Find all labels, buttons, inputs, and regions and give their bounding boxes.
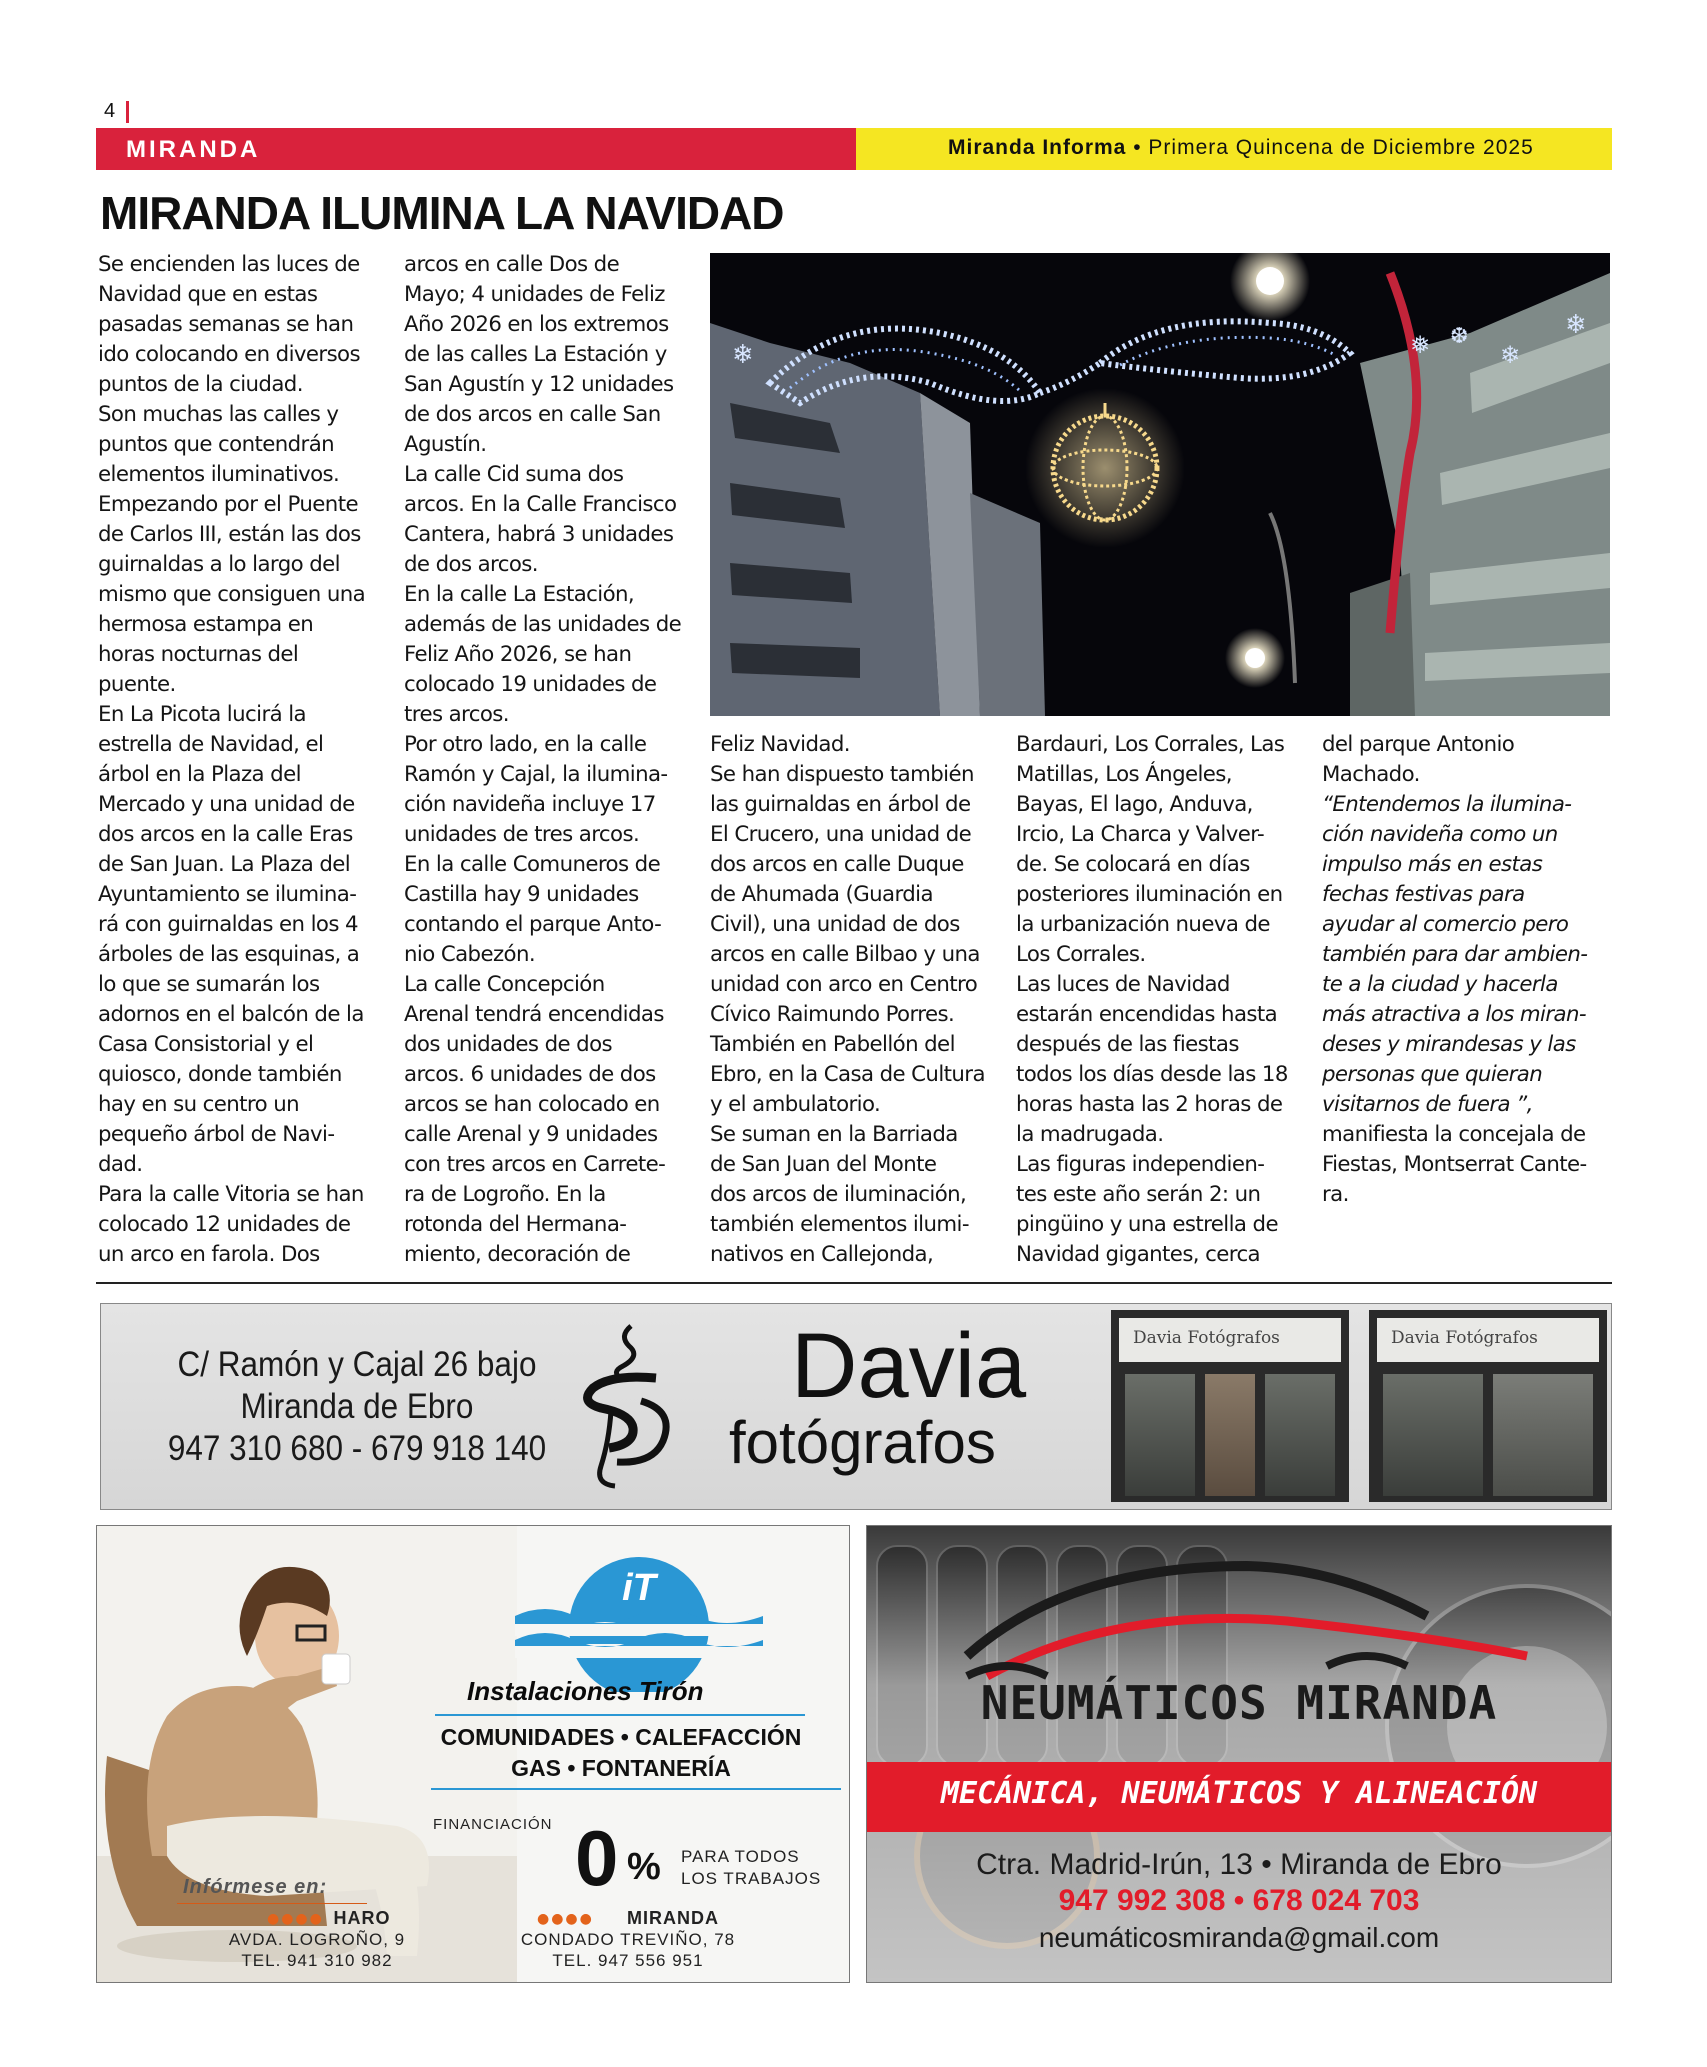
davia-phones: 947 310 680 - 679 918 140 (167, 1429, 547, 1468)
article-column-4 (1016, 730, 1306, 1270)
ad-davia-fotografos[interactable] (100, 1303, 1612, 1510)
financing-percent: % (627, 1846, 661, 1888)
neumaticos-brand-name: NEUMÁTICOS MIRANDA (980, 1676, 1498, 1730)
paragraph: Las luces de Navidad estarán encendidas hasta después de las fiestas todos los días desde las 18 horas hasta las 2 horas de la madrugada. (1016, 972, 1288, 1147)
office-city: MIRANDA (627, 1908, 719, 1928)
svg-text:❅: ❅ (1410, 331, 1431, 359)
article-column-5 (1322, 730, 1612, 1210)
paragraph: del parque Antonio Machado. (1322, 732, 1515, 787)
paragraph: Se encienden las luces de Navidad que en estas pasadas semanas se han ido colocando en diversos puntos de la ciudad. (98, 252, 360, 397)
tiron-services (431, 1722, 811, 1784)
svg-text:❄: ❄ (1565, 310, 1587, 340)
davia-address (159, 1344, 555, 1470)
shop-sign: Davia Fotógrafos (1377, 1318, 1599, 1362)
shop-sign: Davia Fotógrafos (1119, 1318, 1341, 1362)
shop-door (1205, 1374, 1255, 1496)
paragraph: Empezando por el Puente de Carlos III, están las dos guirnaldas a lo largo del mismo que consiguen una hermosa estampa en horas nocturnas del puente. (98, 492, 366, 697)
davia-brand-subtitle: fotógrafos (729, 1409, 996, 1476)
davia-logo-icon (571, 1316, 681, 1496)
paragraph: En la calle La Estación, además de las unidades de Feliz Año 2026, se han colocado 19 unidades de tres arcos. (404, 582, 682, 727)
info-underline (177, 1903, 367, 1904)
ad-neumaticos-miranda[interactable] (866, 1525, 1612, 1983)
neumaticos-address: Ctra. Madrid-Irún, 13 • Miranda de Ebro (976, 1848, 1502, 1881)
article-column-1 (98, 250, 388, 1270)
tiron-services-underline (431, 1788, 841, 1790)
office-miranda (503, 1908, 753, 1971)
ad-instalaciones-tiron[interactable] (96, 1525, 850, 1983)
financing-label: FINANCIACIÓN (433, 1816, 553, 1833)
article-column-3 (710, 730, 1000, 1270)
neumaticos-services: MECÁNICA, NEUMÁTICOS Y ALINEACIÓN (940, 1776, 1538, 1811)
financing-note-line: LOS TRABAJOS (681, 1869, 822, 1888)
paragraph: arcos en calle Dos de Mayo; 4 unidades de Feliz Año 2026 en los extremos de las calles La Estación y San Agustín y 12 unidades de dos arcos en calle San Agustín. (404, 252, 674, 457)
bullet-dots-icon: ●●●● (267, 1911, 324, 1927)
davia-shopfront-photo (1369, 1310, 1607, 1502)
article-rule (96, 1282, 1612, 1284)
publication-name: Miranda Informa (948, 136, 1127, 159)
office-city: HARO (333, 1908, 391, 1928)
header-separator: • (1133, 136, 1142, 159)
page-number-divider (126, 101, 129, 123)
office-phone: TEL. 941 310 982 (241, 1951, 393, 1970)
christmas-lights-photo-art (710, 253, 1610, 716)
davia-city: Miranda de Ebro (240, 1387, 474, 1426)
svg-text:❄: ❄ (1500, 341, 1521, 369)
paragraph: Por otro lado, en la calle Ramón y Cajal, la ilumina- ción navideña incluye 17 unidades de tres arcos. (404, 732, 668, 847)
office-street: AVDA. LOGROÑO, 9 (228, 1930, 406, 1949)
paragraph: En la calle Comuneros de Castilla hay 9 unidades contando el parque Anto- nio Cabezón. (404, 852, 662, 967)
page-number: 4 (104, 100, 116, 122)
info-label: Infórmese en: (183, 1876, 328, 1898)
shop-window (1265, 1374, 1335, 1496)
neumaticos-email[interactable]: neumáticosmiranda@gmail.com (1038, 1922, 1440, 1953)
davia-street: C/ Ramón y Cajal 26 bajo (177, 1345, 537, 1384)
svg-text:❆: ❆ (1450, 324, 1469, 349)
paragraph: Bardauri, Los Corrales, Las Matillas, Los Ángeles, Bayas, El lago, Anduva, Ircio, La Charca y Valver- de. Se colocará en días posteriores iluminación en la urbanización nueva de Los Corrales. (1016, 732, 1285, 967)
tiron-logo-letters: iT (622, 1567, 656, 1609)
paragraph: Se suman en la Barriada de San Juan del Monte dos arcos de iluminación, también elementos ilumi- nativos en Callejonda, (710, 1122, 969, 1267)
office-street: CONDADO TREVIÑO, 78 (520, 1930, 736, 1949)
bullet-dots-icon: ●●●● (537, 1911, 594, 1927)
paragraph: En La Picota lucirá la estrella de Navidad, el árbol en la Plaza del Mercado y una unidad de dos arcos en la calle Eras de San Juan. La Plaza del Ayuntamiento se ilumina- rá con guirnaldas en los 4 árboles de las esquinas, a lo que se sumarán los adornos en el balcón de la Casa Consistorial y el quiosco, donde también hay en su centro un pequeño árbol de Navi- dad. (98, 702, 364, 1177)
article-headline: MIRANDA ILUMINA LA NAVIDAD (100, 187, 784, 239)
financing-note-line: PARA TODOS (681, 1847, 800, 1866)
shop-window (1383, 1374, 1483, 1496)
shop-window (1125, 1374, 1195, 1496)
neumaticos-phones: 947 992 308 • 678 024 703 (1058, 1884, 1420, 1917)
office-phone: TEL. 947 556 951 (552, 1951, 704, 1970)
shop-window (1493, 1374, 1593, 1496)
issue-info (948, 136, 1534, 160)
section-name: MIRANDA (126, 136, 261, 163)
office-haro (217, 1908, 417, 1971)
paragraph: La calle Cid suma dos arcos. En la Calle Francisco Cantera, habrá 3 unidades de dos arcos. (404, 462, 677, 577)
tiron-brand-underline (435, 1714, 805, 1716)
paragraph: Feliz Navidad. (710, 732, 850, 757)
paragraph: Para la calle Vitoria se han colocado 12 unidades de un arco en farola. Dos (98, 1182, 364, 1267)
davia-brand-name: Davia (791, 1315, 1027, 1417)
davia-shopfront-photo (1111, 1310, 1349, 1502)
quote-attribution: manifiesta la concejala de Fiestas, Montserrat Cante- ra. (1322, 1122, 1587, 1207)
financing-note (681, 1846, 821, 1890)
paragraph: Se han dispuesto también las guirnaldas en árbol de El Crucero, una unidad de dos arcos en calle Duque de Ahumada (Guardia Civil), una unidad de dos arcos en calle Bilbao y una unidad con arco en Centro Cívico Raimundo Porres. (710, 762, 980, 1027)
tiron-brand-name: Instalaciones Tirón (467, 1676, 704, 1706)
financing-value: 0 (575, 1814, 619, 1902)
christmas-lights-photo (710, 253, 1610, 716)
tiron-services-line: COMUNIDADES • CALEFACCIÓN (440, 1724, 802, 1750)
paragraph: También en Pabellón del Ebro, en la Casa de Cultura y el ambulatorio. (710, 1032, 985, 1117)
article-column-2 (404, 250, 700, 1270)
paragraph: Son muchas las calles y puntos que contendrán elementos iluminativos. (98, 402, 340, 487)
councillor-quote: “Entendemos la ilumina- ción navideña como un impulso más en estas fechas festivas para ayudar al comercio pero también para dar ambien- te a la ciudad y hacerla más atractiva a los miran- deses y mirandesas y las personas que quieran visitarnos de fuera ”, (1322, 792, 1588, 1117)
tiron-services-line: GAS • FONTANERÍA (511, 1755, 731, 1781)
edition-date: Primera Quincena de Diciembre 2025 (1148, 136, 1534, 159)
svg-text:❄: ❄ (732, 340, 754, 370)
paragraph: La calle Concepción Arenal tendrá encendidas dos unidades de dos arcos. 6 unidades de dos arcos se han colocado en calle Arenal y 9 unidades con tres arcos en Carrete- ra de Logroño. En la rotonda del Hermana- miento, decoración de (404, 972, 666, 1267)
paragraph: Las figuras independien- tes este año serán 2: un pingüino y una estrella de Navidad gigantes, cerca (1016, 1152, 1278, 1267)
